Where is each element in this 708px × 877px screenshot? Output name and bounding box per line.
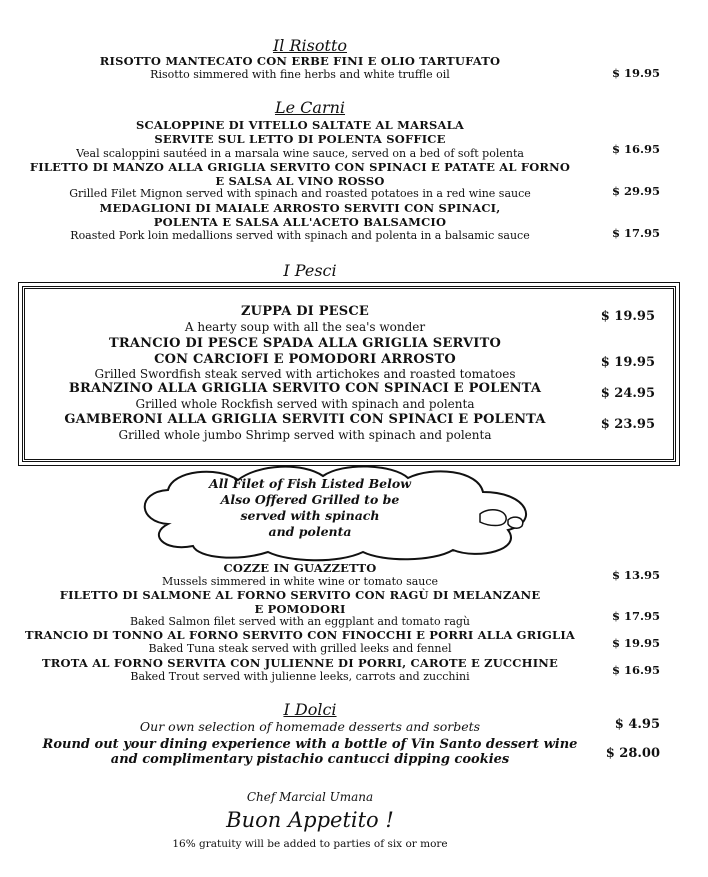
dish-name: BRANZINO ALLA GRIGLIA SERVITO CON SPINACI E POLENTA [68,381,542,396]
dish-description: Grilled whole jumbo Shrimp served with spinach and polenta [118,428,492,442]
vin-santo-price: $ 28.00 [605,746,660,761]
dish-description: Risotto simmered with fine herbs and white truffle oil [150,68,450,81]
pesci-box [22,286,676,462]
dish-name-cont: POLENTA E SALSA ALL'ACETO BALSAMCIO [153,215,447,229]
dish-price: $ 23.95 [600,417,655,432]
dish-description: Baked Tuna steak served with grilled leeks and fennel [148,642,452,655]
dish-price: $ 19.95 [611,636,660,650]
dolci-price: $ 4.95 [614,717,660,732]
cloud-line: All Filet of Fish Listed Below [209,476,411,491]
section-title-dolci: I Dolci [283,700,337,719]
dish-description: Grilled Filet Mignon served with spinach and roasted potatoes in a red wine sauce [69,187,531,200]
dish-description: Veal scaloppini sautéed in a marsala wine sauce, served on a bed of soft polenta [76,147,524,160]
dish-price: $ 17.95 [611,609,660,623]
dish-price: $ 19.95 [611,66,660,80]
dish-price: $ 13.95 [611,568,660,582]
dish-price: $ 16.95 [611,663,660,677]
dish-name: TROTA AL FORNO SERVITA CON JULIENNE DI PORRI, CAROTE E ZUCCHINE [42,656,558,670]
dish-price: $ 16.95 [611,142,660,156]
dish-name: FILETTO DI SALMONE AL FORNO SERVITO CON RAGÙ DI MELANZANE [59,588,541,602]
chef-name: Chef Marcial Umana [246,790,374,804]
dish-name: ZUPPA DI PESCE [240,304,370,319]
dish-name-cont: E SALSA AL VINO ROSSO [215,174,385,188]
dish-price: $ 29.95 [611,184,660,198]
section-title-carni: Le Carni [274,98,346,117]
vin-santo-line-cont: and complimentary pistachio cantucci dipping cookies [110,752,510,767]
dish-name-cont: SERVITE SUL LETTO DI POLENTA SOFFICE [154,132,446,146]
buon-appetito: Buon Appetito ! [226,808,394,832]
dish-description: Grilled Swordfish steak served with artichokes and roasted tomatoes [94,367,516,381]
dish-description: Baked Trout served with julienne leeks, carrots and zucchini [130,670,470,683]
dish-name: TRANCIO DI TONNO AL FORNO SERVITO CON FINOCCHI E PORRI ALLA GRIGLIA [24,628,576,642]
dish-name: FILETTO DI MANZO ALLA GRIGLIA SERVITO CON SPINACI E PATATE AL FORNO [29,160,571,174]
dish-name: SCALOPPINE DI VITELLO SALTATE AL MARSALA [136,118,464,132]
section-title-risotto: Il Risotto [272,36,348,55]
dish-description: A hearty soup with all the sea's wonder [184,320,426,334]
dish-name-cont: E POMODORI [254,602,346,616]
dish-description: Mussels simmered in white wine or tomato sauce [161,575,439,588]
cloud-note [160,476,460,540]
dish-description: Roasted Pork loin medallions served with spinach and polenta in a balsamic sauce [70,229,530,242]
gratuity-note: 16% gratuity will be added to parties of six or more [172,838,448,850]
cloud-line: served with spinach [240,508,380,523]
dolci-description: Our own selection of homemade desserts and sorbets [139,719,481,734]
cloud-line: and polenta [268,524,352,539]
dish-price: $ 19.95 [600,355,655,370]
dish-name: TRANCIO DI PESCE SPADA ALLA GRIGLIA SERVITO [109,336,501,351]
dish-name: MEDAGLIONI DI MAIALE ARROSTO SERVITI CON SPINACI, [99,201,501,215]
dish-description: Grilled whole Rockfish served with spinach and polenta [135,397,475,411]
dish-price: $ 17.95 [611,226,660,240]
cloud-line: Also Offered Grilled to be [220,492,400,507]
vin-santo-line: Round out your dining experience with a bottle of Vin Santo dessert wine [42,737,578,752]
dish-name: COZZE IN GUAZZETTO [223,561,377,575]
dish-name: RISOTTO MANTECATO CON ERBE FINI E OLIO TARTUFATO [99,54,501,68]
dish-name: GAMBERONI ALLA GRIGLIA SERVITI CON SPINACI E POLENTA [64,412,546,427]
dish-description: Baked Salmon filet served with an eggplant and tomato ragù [129,615,471,628]
dish-name-cont: CON CARCIOFI E POMODORI ARROSTO [154,352,456,367]
dish-price: $ 19.95 [600,309,655,324]
section-title-pesci: I Pesci [160,261,460,283]
dish-price: $ 24.95 [600,386,655,401]
